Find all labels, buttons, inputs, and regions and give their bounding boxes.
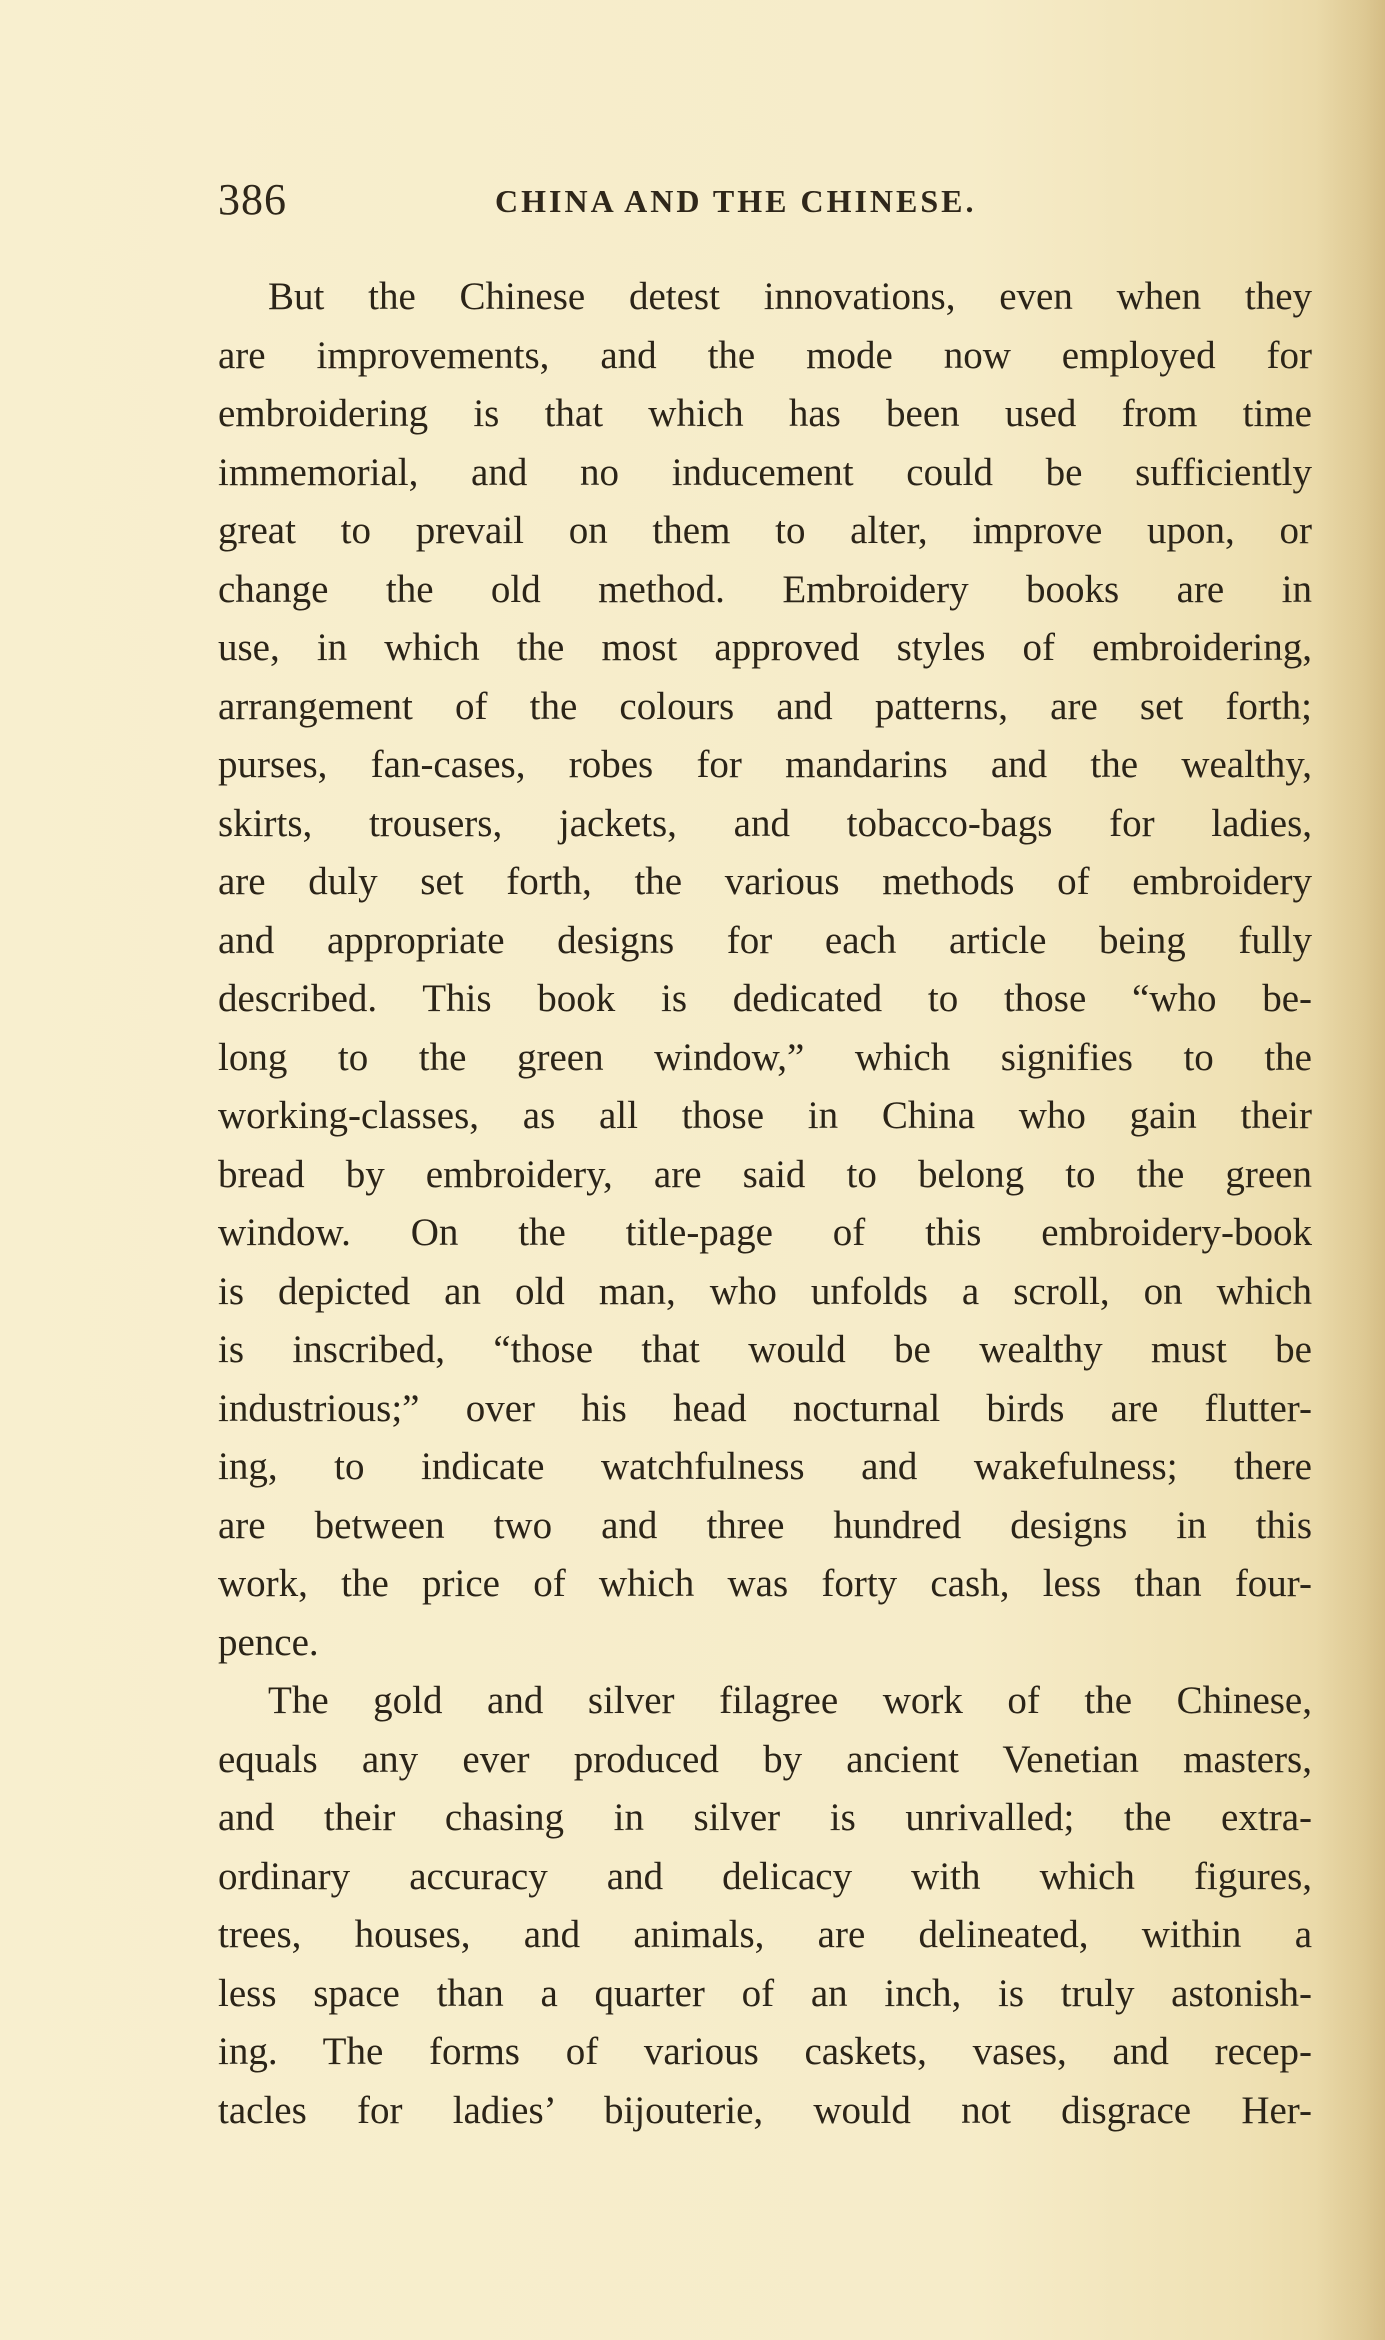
running-title: CHINA AND THE CHINESE. <box>495 183 977 219</box>
text-line: The gold and silver filagree work of the Chinese, <box>268 1679 1312 1722</box>
text-line: are duly set forth, the various methods of embroidery <box>218 860 1312 903</box>
text-line: and their chasing in silver is unrivalled; the extra- <box>218 1796 1312 1839</box>
text-line: trees, houses, and animals, are delineated, within a <box>218 1913 1312 1956</box>
text-line: arrangement of the colours and patterns, are set forth; <box>218 684 1312 728</box>
text-line: purses, fan-cases, robes for mandarins and the wealthy, <box>218 743 1312 786</box>
running-head <box>218 175 1328 235</box>
text-line: But the Chinese detest innovations, even when they <box>268 275 1312 318</box>
text-line: is inscribed, “those that would be wealthy must be <box>218 1328 1312 1371</box>
text-line: are between two and three hundred designs in this <box>218 1503 1312 1547</box>
text-line: equals any ever produced by ancient Venetian masters, <box>218 1737 1312 1781</box>
text-line: industrious;” over his head nocturnal birds are flutter- <box>218 1386 1312 1430</box>
page-number: 386 <box>218 175 287 224</box>
text-line: pence. <box>218 1620 319 1664</box>
text-line: ing. The forms of various caskets, vases, and recep- <box>218 2030 1312 2073</box>
text-line: working-classes, as all those in China who gain their <box>218 1094 1312 1137</box>
text-line: use, in which the most approved styles of embroidering, <box>218 626 1312 669</box>
text-line: work, the price of which was forty cash, less than four- <box>218 1562 1312 1605</box>
text-line: immemorial, and no inducement could be sufficiently <box>218 450 1312 494</box>
text-line: and appropriate designs for each article being fully <box>218 918 1312 962</box>
text-line: described. This book is dedicated to those “who be- <box>218 977 1312 1020</box>
text-line: are improvements, and the mode now employed for <box>218 333 1312 377</box>
text-line: change the old method. Embroidery books are in <box>218 567 1312 611</box>
body-text <box>218 268 1312 2140</box>
text-line: less space than a quarter of an inch, is truly astonish- <box>218 1971 1312 2015</box>
text-line: is depicted an old man, who unfolds a scroll, on which <box>218 1269 1312 1313</box>
page-edge-shadow <box>1315 0 1385 2340</box>
text-line: ing, to indicate watchfulness and wakefulness; there <box>218 1445 1312 1488</box>
text-line: window. On the title-page of this embroidery-book <box>218 1211 1312 1254</box>
text-line: embroidering is that which has been used from time <box>218 392 1312 435</box>
paragraph-1 <box>218 268 1312 1672</box>
text-line: skirts, trousers, jackets, and tobacco-bags for ladies, <box>218 801 1312 845</box>
text-line: great to prevail on them to alter, improve upon, or <box>218 509 1312 552</box>
paragraph-2 <box>218 1672 1312 2140</box>
text-line: tacles for ladies’ bijouterie, would not disgrace Her- <box>218 2088 1312 2132</box>
text-line: ordinary accuracy and delicacy with which figures, <box>218 1854 1312 1898</box>
text-line: long to the green window,” which signifies to the <box>218 1035 1312 1079</box>
text-line: bread by embroidery, are said to belong to the green <box>218 1152 1312 1196</box>
